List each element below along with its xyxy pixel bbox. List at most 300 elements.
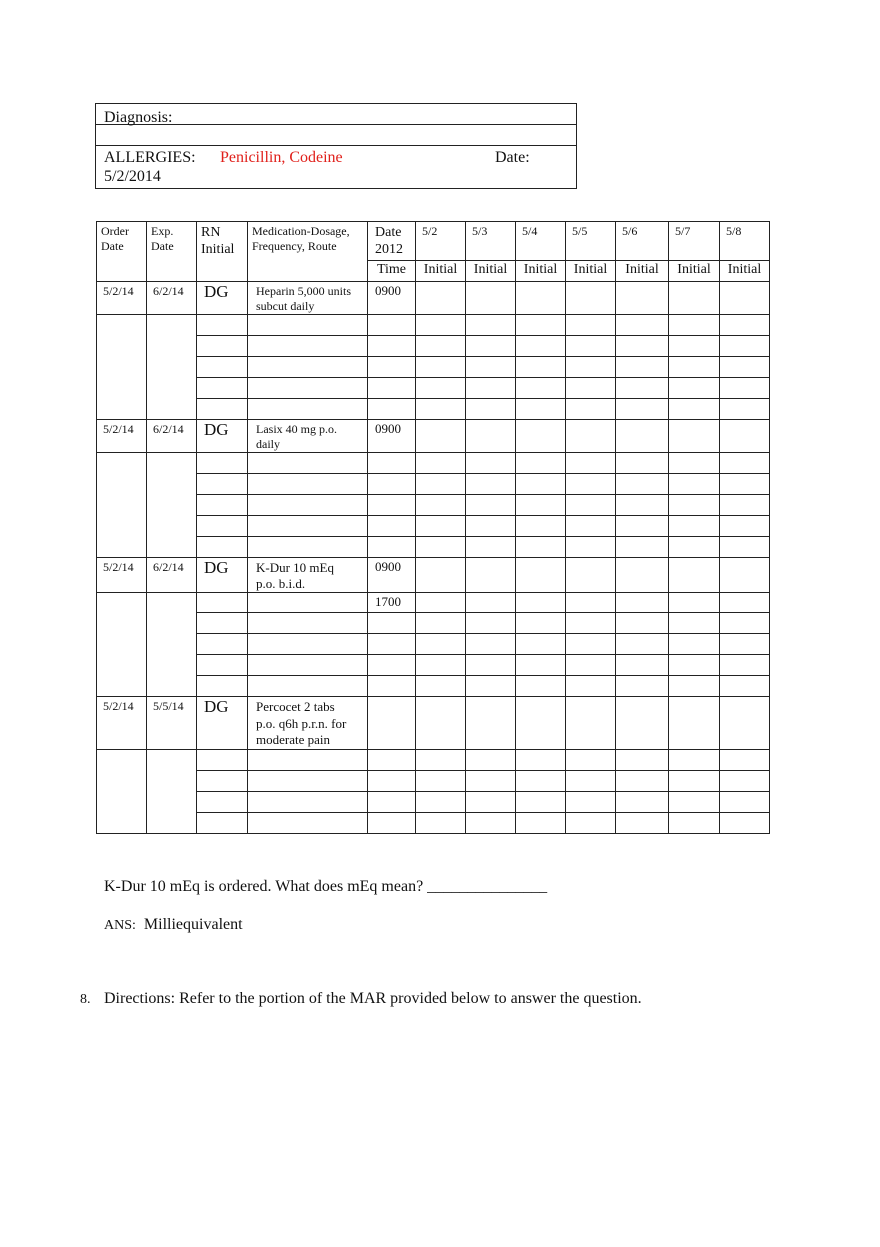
initial-cell[interactable] bbox=[566, 613, 616, 634]
initial-cell[interactable] bbox=[616, 676, 669, 697]
initial-cell[interactable] bbox=[466, 495, 516, 516]
medication-subrow bbox=[97, 336, 770, 357]
initial-cell[interactable] bbox=[516, 420, 566, 453]
initial-cell[interactable] bbox=[566, 770, 616, 791]
order-date-blank bbox=[97, 453, 147, 558]
initial-cell[interactable] bbox=[669, 770, 720, 791]
initial-cell[interactable] bbox=[720, 336, 770, 357]
initial-cell[interactable] bbox=[669, 282, 720, 315]
rn-initial-cell[interactable] bbox=[197, 791, 248, 812]
initial-cell[interactable] bbox=[720, 357, 770, 378]
rn-initial-cell[interactable] bbox=[197, 378, 248, 399]
medication-line: daily bbox=[256, 437, 280, 451]
initial-cell[interactable] bbox=[616, 516, 669, 537]
medication-cell bbox=[248, 613, 368, 634]
initial-cell[interactable] bbox=[616, 282, 669, 315]
initial-cell[interactable] bbox=[616, 634, 669, 655]
initial-cell[interactable] bbox=[669, 697, 720, 750]
time-cell bbox=[368, 336, 416, 357]
initial-cell[interactable] bbox=[720, 770, 770, 791]
medication-line: Heparin 5,000 units bbox=[256, 284, 351, 298]
day-header: 5/3 bbox=[466, 222, 516, 261]
medication-subrow bbox=[97, 516, 770, 537]
time-cell: 0900 bbox=[368, 282, 416, 315]
initial-cell[interactable] bbox=[416, 558, 466, 593]
rn-initial-cell[interactable] bbox=[197, 453, 248, 474]
medication-cell bbox=[248, 474, 368, 495]
initial-cell[interactable] bbox=[516, 378, 566, 399]
initial-cell[interactable] bbox=[566, 495, 616, 516]
initial-cell[interactable] bbox=[616, 315, 669, 336]
exp-date-blank bbox=[147, 593, 197, 697]
initial-cell[interactable] bbox=[416, 336, 466, 357]
rn-initial-cell[interactable] bbox=[197, 495, 248, 516]
medication-cell bbox=[248, 812, 368, 833]
initial-cell[interactable] bbox=[566, 791, 616, 812]
initial-cell[interactable] bbox=[516, 593, 566, 613]
medication-line: p.o. b.i.d. bbox=[256, 576, 306, 591]
initial-cell[interactable] bbox=[669, 676, 720, 697]
exp-date-header: Exp. Date bbox=[147, 222, 197, 282]
medication-subrow bbox=[97, 495, 770, 516]
initial-cell[interactable] bbox=[516, 537, 566, 558]
initial-cell[interactable] bbox=[416, 812, 466, 833]
initial-cell[interactable] bbox=[416, 378, 466, 399]
medication-cell bbox=[248, 655, 368, 676]
exp-date-cell: 6/2/14 bbox=[147, 558, 197, 593]
initial-cell[interactable] bbox=[669, 336, 720, 357]
initial-cell[interactable] bbox=[416, 474, 466, 495]
rn-initial-cell[interactable] bbox=[197, 655, 248, 676]
initial-cell[interactable] bbox=[720, 749, 770, 770]
initial-cell[interactable] bbox=[466, 474, 516, 495]
time-cell bbox=[368, 655, 416, 676]
initial-cell[interactable] bbox=[416, 613, 466, 634]
initial-cell[interactable] bbox=[720, 516, 770, 537]
initial-cell[interactable] bbox=[566, 655, 616, 676]
initial-cell[interactable] bbox=[466, 378, 516, 399]
rn-initial-cell[interactable] bbox=[197, 399, 248, 420]
initial-cell[interactable] bbox=[466, 537, 516, 558]
medication-line: Percocet 2 tabs bbox=[256, 699, 335, 714]
initial-cell[interactable] bbox=[466, 453, 516, 474]
initial-cell[interactable] bbox=[516, 634, 566, 655]
question-text: K-Dur 10 mEq is ordered. What does mEq mean? _______________ bbox=[104, 878, 548, 895]
initial-cell[interactable] bbox=[616, 537, 669, 558]
initial-header: Initial bbox=[416, 261, 466, 282]
day-header: 5/4 bbox=[516, 222, 566, 261]
medication-subrow bbox=[97, 357, 770, 378]
initial-cell[interactable] bbox=[669, 453, 720, 474]
initial-cell[interactable] bbox=[516, 749, 566, 770]
initial-cell[interactable] bbox=[516, 315, 566, 336]
directions-line bbox=[80, 990, 642, 1008]
initial-cell[interactable] bbox=[720, 537, 770, 558]
time-cell bbox=[368, 791, 416, 812]
day-header: 5/7 bbox=[669, 222, 720, 261]
rn-initial-cell[interactable] bbox=[197, 676, 248, 697]
medication-subrow bbox=[97, 399, 770, 420]
patient-header-box bbox=[95, 103, 577, 189]
initial-cell[interactable] bbox=[616, 336, 669, 357]
medication-subrow bbox=[97, 378, 770, 399]
order-date-blank bbox=[97, 593, 147, 697]
medication-subrow bbox=[97, 791, 770, 812]
initial-cell[interactable] bbox=[566, 676, 616, 697]
initial-cell[interactable] bbox=[516, 770, 566, 791]
rn-initial-cell[interactable] bbox=[197, 516, 248, 537]
initial-cell[interactable] bbox=[466, 282, 516, 315]
initial-cell[interactable] bbox=[566, 420, 616, 453]
rn-initial-cell[interactable] bbox=[197, 634, 248, 655]
time-cell: 0900 bbox=[368, 420, 416, 453]
medication-subrow bbox=[97, 613, 770, 634]
medication-row bbox=[97, 282, 770, 315]
medication-subrow bbox=[97, 315, 770, 336]
day-header: 5/5 bbox=[566, 222, 616, 261]
initial-cell[interactable] bbox=[720, 558, 770, 593]
initial-cell[interactable] bbox=[720, 420, 770, 453]
initial-cell[interactable] bbox=[566, 315, 616, 336]
initial-cell[interactable] bbox=[516, 558, 566, 593]
initial-cell[interactable] bbox=[616, 558, 669, 593]
medication-row bbox=[97, 420, 770, 453]
medication-cell bbox=[248, 453, 368, 474]
initial-cell[interactable] bbox=[616, 495, 669, 516]
initial-cell[interactable] bbox=[416, 282, 466, 315]
allergies-row bbox=[96, 146, 576, 188]
initial-cell[interactable] bbox=[669, 537, 720, 558]
order-date-cell: 5/2/14 bbox=[97, 420, 147, 453]
initial-cell[interactable] bbox=[516, 655, 566, 676]
initial-cell[interactable] bbox=[416, 697, 466, 750]
initial-cell[interactable] bbox=[516, 495, 566, 516]
initial-cell[interactable] bbox=[516, 336, 566, 357]
order-date-blank bbox=[97, 749, 147, 833]
initial-cell[interactable] bbox=[566, 593, 616, 613]
day-header: 5/2 bbox=[416, 222, 466, 261]
initial-cell[interactable] bbox=[566, 399, 616, 420]
initial-cell[interactable] bbox=[720, 593, 770, 613]
medication-cell bbox=[248, 770, 368, 791]
initial-cell[interactable] bbox=[720, 791, 770, 812]
medication-subrow bbox=[97, 537, 770, 558]
exp-date-cell: 6/2/14 bbox=[147, 282, 197, 315]
rn-initial-cell[interactable] bbox=[197, 474, 248, 495]
medication-row bbox=[97, 558, 770, 593]
medication-cell bbox=[248, 378, 368, 399]
rn-initial-cell[interactable] bbox=[197, 336, 248, 357]
initial-cell[interactable] bbox=[720, 282, 770, 315]
medication-subrow bbox=[97, 474, 770, 495]
time-cell bbox=[368, 399, 416, 420]
date-year-header: Date 2012 bbox=[368, 222, 416, 261]
rn-initial-cell[interactable] bbox=[197, 812, 248, 833]
initial-cell[interactable] bbox=[516, 474, 566, 495]
rn-initial-cell[interactable] bbox=[197, 315, 248, 336]
medication-row bbox=[97, 697, 770, 750]
initial-cell[interactable] bbox=[416, 537, 466, 558]
initial-cell[interactable] bbox=[416, 357, 466, 378]
initial-cell[interactable] bbox=[669, 399, 720, 420]
initial-header: Initial bbox=[566, 261, 616, 282]
time-cell: 0900 bbox=[368, 558, 416, 593]
initial-cell[interactable] bbox=[669, 593, 720, 613]
initial-cell[interactable] bbox=[616, 399, 669, 420]
rn-initial-cell[interactable] bbox=[197, 613, 248, 634]
initial-cell[interactable] bbox=[466, 613, 516, 634]
initial-cell[interactable] bbox=[616, 791, 669, 812]
diagnosis-row bbox=[96, 104, 576, 125]
rn-initial-cell[interactable] bbox=[197, 749, 248, 770]
time-cell bbox=[368, 697, 416, 750]
initial-cell[interactable] bbox=[466, 399, 516, 420]
initial-cell[interactable] bbox=[669, 558, 720, 593]
medication-subrow bbox=[97, 676, 770, 697]
initial-header: Initial bbox=[669, 261, 720, 282]
medication-line: Lasix 40 mg p.o. bbox=[256, 422, 337, 436]
medication-subrow bbox=[97, 593, 770, 613]
exp-date-blank bbox=[147, 749, 197, 833]
medication-line: p.o. q6h p.r.n. for bbox=[256, 715, 347, 731]
medication-cell bbox=[248, 336, 368, 357]
initial-cell[interactable] bbox=[566, 697, 616, 750]
exp-date-blank bbox=[147, 315, 197, 420]
time-cell bbox=[368, 613, 416, 634]
initial-cell[interactable] bbox=[566, 336, 616, 357]
initial-cell[interactable] bbox=[466, 812, 516, 833]
rn-initial-cell[interactable] bbox=[197, 770, 248, 791]
initial-cell[interactable] bbox=[416, 791, 466, 812]
medication-subrow bbox=[97, 770, 770, 791]
rn-initial-cell: DG bbox=[197, 282, 248, 315]
initial-cell[interactable] bbox=[720, 378, 770, 399]
initial-cell[interactable] bbox=[616, 474, 669, 495]
initial-cell[interactable] bbox=[669, 749, 720, 770]
date-value: 5/2/2014 bbox=[104, 168, 161, 185]
initial-cell[interactable] bbox=[416, 655, 466, 676]
medication-cell bbox=[248, 399, 368, 420]
day-header: 5/8 bbox=[720, 222, 770, 261]
time-header: Time bbox=[368, 261, 416, 282]
medication-header: Medication-Dosage, Frequency, Route bbox=[248, 222, 368, 282]
exp-date-cell: 5/5/14 bbox=[147, 697, 197, 750]
rn-initial-cell[interactable] bbox=[197, 537, 248, 558]
medication-cell bbox=[248, 749, 368, 770]
initial-header: Initial bbox=[616, 261, 669, 282]
medication-subrow bbox=[97, 749, 770, 770]
rn-initial-cell[interactable] bbox=[197, 357, 248, 378]
initial-cell[interactable] bbox=[516, 357, 566, 378]
directions-text: Directions: Refer to the portion of the MAR provided below to answer the question. bbox=[104, 990, 642, 1007]
initial-cell[interactable] bbox=[516, 697, 566, 750]
day-header: 5/6 bbox=[616, 222, 669, 261]
initial-cell[interactable] bbox=[616, 812, 669, 833]
exp-date-cell: 6/2/14 bbox=[147, 420, 197, 453]
time-cell bbox=[368, 378, 416, 399]
medication-cell bbox=[248, 315, 368, 336]
answer-line bbox=[104, 916, 243, 934]
initial-cell[interactable] bbox=[416, 770, 466, 791]
initial-cell[interactable] bbox=[616, 453, 669, 474]
initial-cell[interactable] bbox=[720, 474, 770, 495]
medication-cell bbox=[248, 420, 368, 453]
initial-cell[interactable] bbox=[616, 770, 669, 791]
initial-cell[interactable] bbox=[566, 558, 616, 593]
initial-cell[interactable] bbox=[416, 516, 466, 537]
initial-cell[interactable] bbox=[616, 697, 669, 750]
rn-initial-cell[interactable] bbox=[197, 593, 248, 613]
initial-cell[interactable] bbox=[416, 399, 466, 420]
medication-cell bbox=[248, 791, 368, 812]
initial-cell[interactable] bbox=[720, 495, 770, 516]
medication-line: K-Dur 10 mEq bbox=[256, 560, 334, 575]
initial-cell[interactable] bbox=[516, 812, 566, 833]
initial-cell[interactable] bbox=[669, 420, 720, 453]
diagnosis-label: Diagnosis: bbox=[104, 109, 173, 126]
initial-cell[interactable] bbox=[720, 655, 770, 676]
time-cell bbox=[368, 315, 416, 336]
time-cell: 1700 bbox=[368, 593, 416, 613]
time-cell bbox=[368, 770, 416, 791]
initial-cell[interactable] bbox=[466, 770, 516, 791]
medication-line: moderate pain bbox=[256, 732, 330, 747]
initial-cell[interactable] bbox=[720, 315, 770, 336]
initial-cell[interactable] bbox=[669, 516, 720, 537]
initial-cell[interactable] bbox=[616, 357, 669, 378]
initial-cell[interactable] bbox=[616, 420, 669, 453]
initial-cell[interactable] bbox=[566, 516, 616, 537]
initial-header: Initial bbox=[720, 261, 770, 282]
initial-cell[interactable] bbox=[720, 613, 770, 634]
medication-subrow bbox=[97, 812, 770, 833]
initial-header: Initial bbox=[466, 261, 516, 282]
header-row bbox=[97, 222, 770, 261]
initial-header: Initial bbox=[516, 261, 566, 282]
initial-cell[interactable] bbox=[466, 634, 516, 655]
initial-cell[interactable] bbox=[466, 749, 516, 770]
medication-subrow bbox=[97, 634, 770, 655]
initial-cell[interactable] bbox=[416, 420, 466, 453]
initial-cell[interactable] bbox=[616, 749, 669, 770]
medication-cell bbox=[248, 495, 368, 516]
blank-row bbox=[96, 125, 576, 146]
medication-cell bbox=[248, 593, 368, 613]
initial-cell[interactable] bbox=[720, 697, 770, 750]
initial-cell[interactable] bbox=[566, 357, 616, 378]
medication-cell bbox=[248, 537, 368, 558]
initial-cell[interactable] bbox=[466, 791, 516, 812]
time-cell bbox=[368, 812, 416, 833]
initial-cell[interactable] bbox=[669, 655, 720, 676]
initial-cell[interactable] bbox=[416, 593, 466, 613]
initial-cell[interactable] bbox=[669, 378, 720, 399]
medication-subrow bbox=[97, 453, 770, 474]
initial-cell[interactable] bbox=[616, 593, 669, 613]
initial-cell[interactable] bbox=[720, 399, 770, 420]
initial-cell[interactable] bbox=[669, 791, 720, 812]
initial-cell[interactable] bbox=[669, 474, 720, 495]
initial-cell[interactable] bbox=[416, 676, 466, 697]
initial-cell[interactable] bbox=[416, 495, 466, 516]
order-date-cell: 5/2/14 bbox=[97, 282, 147, 315]
answer-label: ANS: bbox=[104, 918, 136, 933]
initial-cell[interactable] bbox=[616, 378, 669, 399]
initial-cell[interactable] bbox=[566, 537, 616, 558]
order-date-cell: 5/2/14 bbox=[97, 697, 147, 750]
initial-cell[interactable] bbox=[516, 282, 566, 315]
initial-cell[interactable] bbox=[466, 676, 516, 697]
initial-cell[interactable] bbox=[720, 453, 770, 474]
initial-cell[interactable] bbox=[516, 613, 566, 634]
exp-date-blank bbox=[147, 453, 197, 558]
initial-cell[interactable] bbox=[466, 593, 516, 613]
rn-initial-header: RN Initial bbox=[197, 222, 248, 282]
initial-cell[interactable] bbox=[416, 634, 466, 655]
time-cell bbox=[368, 749, 416, 770]
initial-cell[interactable] bbox=[566, 282, 616, 315]
time-cell bbox=[368, 357, 416, 378]
time-cell bbox=[368, 634, 416, 655]
initial-cell[interactable] bbox=[416, 749, 466, 770]
initial-cell[interactable] bbox=[669, 495, 720, 516]
initial-cell[interactable] bbox=[616, 613, 669, 634]
time-cell bbox=[368, 676, 416, 697]
medication-cell bbox=[248, 558, 368, 593]
time-cell bbox=[368, 516, 416, 537]
time-cell bbox=[368, 453, 416, 474]
initial-cell[interactable] bbox=[669, 812, 720, 833]
initial-cell[interactable] bbox=[466, 336, 516, 357]
initial-cell[interactable] bbox=[669, 315, 720, 336]
initial-cell[interactable] bbox=[616, 655, 669, 676]
initial-cell[interactable] bbox=[516, 516, 566, 537]
initial-cell[interactable] bbox=[669, 613, 720, 634]
initial-cell[interactable] bbox=[416, 453, 466, 474]
time-cell bbox=[368, 474, 416, 495]
initial-cell[interactable] bbox=[516, 453, 566, 474]
initial-cell[interactable] bbox=[669, 634, 720, 655]
initial-cell[interactable] bbox=[466, 315, 516, 336]
initial-cell[interactable] bbox=[720, 634, 770, 655]
initial-cell[interactable] bbox=[516, 791, 566, 812]
medication-cell bbox=[248, 516, 368, 537]
initial-cell[interactable] bbox=[720, 812, 770, 833]
initial-cell[interactable] bbox=[466, 357, 516, 378]
initial-cell[interactable] bbox=[466, 697, 516, 750]
initial-cell[interactable] bbox=[566, 453, 616, 474]
initial-cell[interactable] bbox=[516, 399, 566, 420]
order-date-blank bbox=[97, 315, 147, 420]
initial-cell[interactable] bbox=[566, 378, 616, 399]
initial-cell[interactable] bbox=[516, 676, 566, 697]
medication-cell bbox=[248, 282, 368, 315]
medication-line: subcut daily bbox=[256, 299, 315, 313]
initial-cell[interactable] bbox=[566, 474, 616, 495]
initial-cell[interactable] bbox=[466, 558, 516, 593]
initial-cell[interactable] bbox=[466, 420, 516, 453]
medication-cell bbox=[248, 676, 368, 697]
initial-cell[interactable] bbox=[566, 749, 616, 770]
initial-cell[interactable] bbox=[566, 634, 616, 655]
initial-cell[interactable] bbox=[566, 812, 616, 833]
initial-cell[interactable] bbox=[466, 655, 516, 676]
initial-cell[interactable] bbox=[669, 357, 720, 378]
initial-cell[interactable] bbox=[466, 516, 516, 537]
initial-cell[interactable] bbox=[416, 315, 466, 336]
initial-cell[interactable] bbox=[720, 676, 770, 697]
rn-initial-cell: DG bbox=[197, 697, 248, 750]
